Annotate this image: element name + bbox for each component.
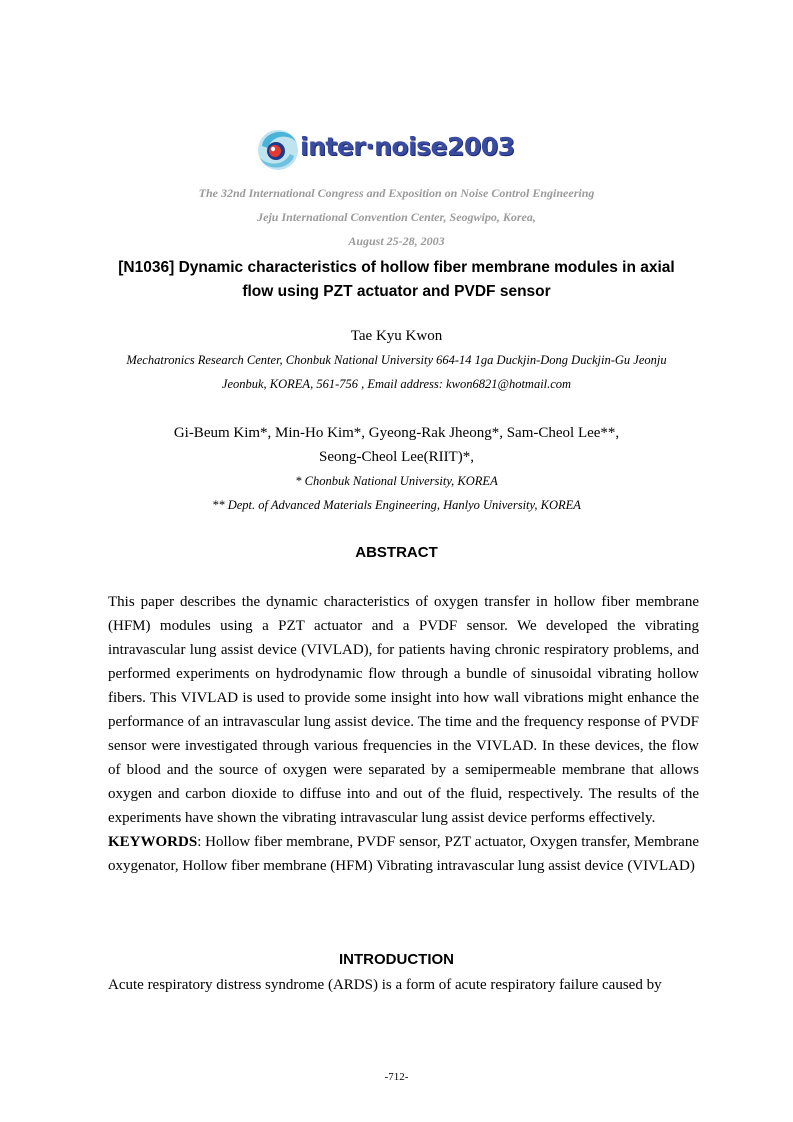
coauthor-affiliation-2: ** Dept. of Advanced Materials Engineering, Hanlyo University, KOREA bbox=[212, 498, 581, 512]
page-number: -712- bbox=[384, 1071, 409, 1083]
paper-title bbox=[60, 256, 733, 304]
swirl-logo-icon bbox=[254, 120, 302, 176]
abstract-text: This paper describes the dynamic characteristics of oxygen transfer in hollow fiber membrane (HFM) modules using a PZT actuator and a PVDF sensor. We developed the vibrating intravascular lung assist device (VIVLAD), for patients having chronic respiratory problems, and performed experiments on hydrodynamic flow through a bundle of sinusoidal vibrating hollow fibers. This VIVLAD is used to provide some insight into how wall vibrations might enhance the performance of an intravascular lung assist device. The time and the frequency response of PVDF sensor were investigated through various frequencies in the VIVLAD. In these devices, the flow of blood and the source of oxygen were separated by a semipermeable membrane that allows oxygen and carbon dioxide to diffuse into and out of the fluid, respectively. The results of the experiments have shown the vibrating intravascular lung assist device performs effectively. bbox=[108, 594, 699, 826]
introduction-heading: INTRODUCTION bbox=[339, 951, 454, 968]
conference-dates: August 25-28, 2003 bbox=[348, 234, 445, 248]
author-name: Tae Kyu Kwon bbox=[350, 328, 443, 344]
author-affiliation-line-1: Mechatronics Research Center, Chonbuk National University 664-14 1ga Duckjin-Dong Duckjin-Gu Jeonju bbox=[126, 353, 667, 367]
abstract-body bbox=[108, 590, 699, 878]
logo-text: inter·noise2003 bbox=[300, 132, 515, 161]
abstract-heading: ABSTRACT bbox=[355, 544, 438, 561]
keywords-paragraph bbox=[108, 830, 699, 878]
coauthors-line-2: Seong-Cheol Lee(RIIT)*, bbox=[319, 449, 474, 465]
author-affiliation-line-2: Jeonbuk, KOREA, 561-756 , Email address: kwon6821@hotmail.com bbox=[221, 377, 572, 391]
keywords-text: : Hollow fiber membrane, PVDF sensor, PZT actuator, Oxygen transfer, Membrane oxygenator, Hollow fiber membrane (HFM) Vibrating intravascular lung assist device (VIVLAD) bbox=[108, 834, 699, 874]
title-line-1: [N1036] Dynamic characteristics of hollow fiber membrane modules in axial bbox=[118, 259, 675, 276]
conference-logo bbox=[254, 120, 544, 176]
coauthor-affiliation-1: * Chonbuk National University, KOREA bbox=[295, 474, 498, 488]
introduction-text: Acute respiratory distress syndrome (ARDS) is a form of acute respiratory failure caused by bbox=[108, 977, 662, 993]
conference-name: The 32nd International Congress and Exposition on Noise Control Engineering bbox=[198, 186, 595, 200]
title-line-2: flow using PZT actuator and PVDF sensor bbox=[242, 283, 551, 300]
conference-venue: Jeju International Convention Center, Seogwipo, Korea, bbox=[257, 210, 536, 224]
coauthors-line-1: Gi-Beum Kim*, Min-Ho Kim*, Gyeong-Rak Jheong*, Sam-Cheol Lee**, bbox=[173, 425, 620, 441]
keywords-label: KEYWORDS bbox=[108, 834, 198, 850]
